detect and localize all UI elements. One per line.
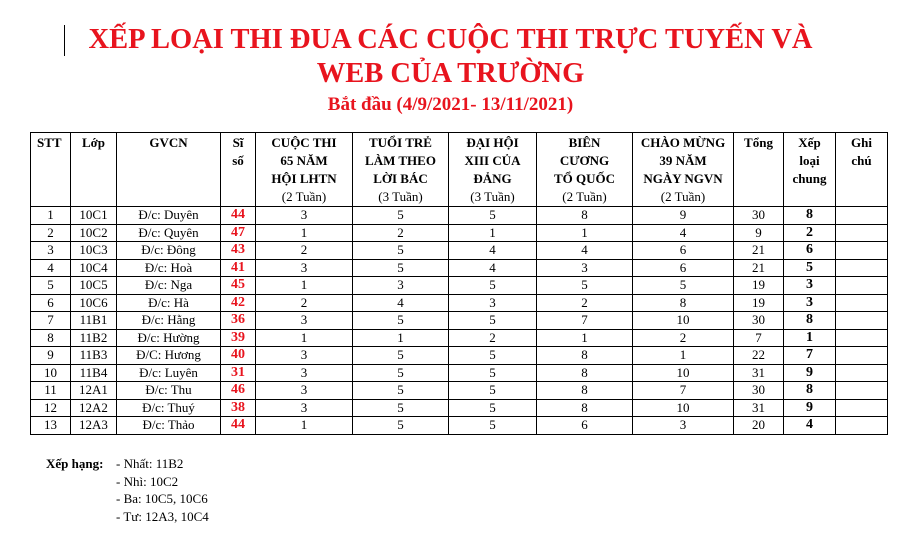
cell-lop: 10C3	[71, 242, 117, 260]
cell-tong: 21	[734, 259, 784, 277]
cell-tong: 31	[734, 364, 784, 382]
cell-xep-loai: 8	[784, 207, 836, 225]
table-header-row	[31, 133, 888, 207]
cell-stt: 2	[31, 224, 71, 242]
cell-gvcn: Đ/c: Hường	[117, 329, 221, 347]
cell-tong: 19	[734, 294, 784, 312]
cell-stt: 5	[31, 277, 71, 295]
cell-xep-loai: 5	[784, 259, 836, 277]
cell-gvcn: Đ/c: Duyên	[117, 207, 221, 225]
cell-score-dai-hoi: 5	[449, 277, 537, 295]
cell-siso: 47	[221, 224, 256, 242]
cell-ghi-chu	[836, 242, 888, 260]
cell-lop: 10C4	[71, 259, 117, 277]
cell-ghi-chu	[836, 259, 888, 277]
cell-score-bien-cuong: 8	[537, 347, 633, 365]
cell-tong: 31	[734, 399, 784, 417]
cell-stt: 8	[31, 329, 71, 347]
cell-xep-loai: 3	[784, 277, 836, 295]
header-contest-65-nam: CUỘC THI 65 NĂM HỘI LHTN (2 Tuần)	[256, 133, 353, 207]
table-row	[31, 207, 888, 225]
cell-score-dai-hoi: 5	[449, 312, 537, 330]
cell-score-tuoi-tre: 4	[353, 294, 449, 312]
cell-siso: 41	[221, 259, 256, 277]
cell-xep-loai: 8	[784, 382, 836, 400]
cell-score-tuoi-tre: 5	[353, 417, 449, 435]
cell-ghi-chu	[836, 417, 888, 435]
header-ghi-chu: Ghi chú	[836, 133, 888, 207]
cell-tong: 9	[734, 224, 784, 242]
cell-ghi-chu	[836, 294, 888, 312]
cell-lop: 11B3	[71, 347, 117, 365]
cell-score-65-nam: 3	[256, 399, 353, 417]
cell-ghi-chu	[836, 224, 888, 242]
cell-stt: 3	[31, 242, 71, 260]
cell-score-tuoi-tre: 5	[353, 312, 449, 330]
cell-lop: 10C6	[71, 294, 117, 312]
cell-score-chao-mung: 2	[633, 329, 734, 347]
cell-lop: 11B2	[71, 329, 117, 347]
cell-gvcn: Đ/c: Hằng	[117, 312, 221, 330]
cell-tong: 30	[734, 312, 784, 330]
header-contest-tuoi-tre: TUỔI TRẺ LÀM THEO LỜI BÁC (3 Tuần)	[353, 133, 449, 207]
cell-score-chao-mung: 4	[633, 224, 734, 242]
cell-score-65-nam: 2	[256, 242, 353, 260]
cell-score-bien-cuong: 1	[537, 224, 633, 242]
cell-score-chao-mung: 9	[633, 207, 734, 225]
cell-score-tuoi-tre: 5	[353, 207, 449, 225]
cell-score-dai-hoi: 5	[449, 347, 537, 365]
cell-ghi-chu	[836, 329, 888, 347]
cell-score-tuoi-tre: 5	[353, 347, 449, 365]
cell-score-65-nam: 3	[256, 347, 353, 365]
cell-xep-loai: 1	[784, 329, 836, 347]
header-contest-bien-cuong: BIÊN CƯƠNG TỔ QUỐC (2 Tuần)	[537, 133, 633, 207]
cell-score-tuoi-tre: 5	[353, 242, 449, 260]
cell-stt: 12	[31, 399, 71, 417]
cell-siso: 45	[221, 277, 256, 295]
cell-score-65-nam: 3	[256, 312, 353, 330]
cell-score-65-nam: 1	[256, 417, 353, 435]
ranking-list	[116, 455, 209, 525]
cell-tong: 30	[734, 207, 784, 225]
document-title-line1: XẾP LOẠI THI ĐUA CÁC CUỘC THI TRỰC TUYẾN VÀ	[88, 24, 813, 55]
table-row	[31, 329, 888, 347]
cell-gvcn: Đ/c: Hà	[117, 294, 221, 312]
cell-score-dai-hoi: 5	[449, 207, 537, 225]
ranking-label: Xếp hạng:	[46, 456, 104, 471]
cell-score-65-nam: 3	[256, 207, 353, 225]
cell-siso: 39	[221, 329, 256, 347]
cell-score-chao-mung: 6	[633, 259, 734, 277]
ranking-item: - Nhất: 11B2	[116, 456, 184, 471]
cell-score-dai-hoi: 5	[449, 364, 537, 382]
cell-siso: 31	[221, 364, 256, 382]
cell-score-bien-cuong: 4	[537, 242, 633, 260]
document-title-line2: WEB CỦA TRƯỜNG	[316, 58, 585, 89]
table-row	[31, 259, 888, 277]
cell-xep-loai: 2	[784, 224, 836, 242]
cell-ghi-chu	[836, 207, 888, 225]
ranking-item: - Tư: 12A3, 10C4	[116, 508, 209, 524]
cell-gvcn: Đ/c: Thảo	[117, 417, 221, 435]
cell-score-65-nam: 2	[256, 294, 353, 312]
cell-lop: 12A2	[71, 399, 117, 417]
cell-stt: 4	[31, 259, 71, 277]
cell-lop: 11B1	[71, 312, 117, 330]
cell-ghi-chu	[836, 382, 888, 400]
cell-score-bien-cuong: 8	[537, 364, 633, 382]
cell-score-tuoi-tre: 3	[353, 277, 449, 295]
cell-score-tuoi-tre: 5	[353, 364, 449, 382]
cell-lop: 12A1	[71, 382, 117, 400]
cell-score-dai-hoi: 4	[449, 259, 537, 277]
cell-gvcn: Đ/c: Thuý	[117, 399, 221, 417]
table-row	[31, 399, 888, 417]
cell-score-dai-hoi: 2	[449, 329, 537, 347]
cell-score-65-nam: 3	[256, 382, 353, 400]
cell-xep-loai: 9	[784, 364, 836, 382]
header-gvcn: GVCN	[117, 133, 221, 207]
cell-xep-loai: 4	[784, 417, 836, 435]
header-lop: Lớp	[71, 133, 117, 207]
cell-siso: 43	[221, 242, 256, 260]
cell-lop: 10C5	[71, 277, 117, 295]
cell-score-dai-hoi: 5	[449, 417, 537, 435]
cell-score-chao-mung: 10	[633, 364, 734, 382]
cell-score-tuoi-tre: 5	[353, 382, 449, 400]
table-row	[31, 312, 888, 330]
cell-score-bien-cuong: 8	[537, 399, 633, 417]
cell-score-bien-cuong: 2	[537, 294, 633, 312]
cell-stt: 1	[31, 207, 71, 225]
cell-score-dai-hoi: 3	[449, 294, 537, 312]
cell-score-bien-cuong: 5	[537, 277, 633, 295]
cell-score-chao-mung: 10	[633, 312, 734, 330]
cell-tong: 19	[734, 277, 784, 295]
cell-gvcn: Đ/c: Đông	[117, 242, 221, 260]
header-contest-chao-mung: CHÀO MỪNG 39 NĂM NGÀY NGVN (2 Tuần)	[633, 133, 734, 207]
header-siso: Sĩ số	[221, 133, 256, 207]
cell-score-65-nam: 3	[256, 364, 353, 382]
cell-score-chao-mung: 10	[633, 399, 734, 417]
table-row	[31, 382, 888, 400]
cell-xep-loai: 3	[784, 294, 836, 312]
table-row	[31, 224, 888, 242]
cell-stt: 13	[31, 417, 71, 435]
document-subtitle: Bắt đầu (4/9/2021- 13/11/2021)	[327, 94, 574, 115]
cell-ghi-chu	[836, 277, 888, 295]
cell-lop: 10C1	[71, 207, 117, 225]
cell-score-bien-cuong: 1	[537, 329, 633, 347]
cell-siso: 44	[221, 207, 256, 225]
cell-xep-loai: 9	[784, 399, 836, 417]
table-row	[31, 364, 888, 382]
cell-gvcn: Đ/c: Thu	[117, 382, 221, 400]
cell-score-chao-mung: 8	[633, 294, 734, 312]
cell-score-tuoi-tre: 2	[353, 224, 449, 242]
cell-score-chao-mung: 1	[633, 347, 734, 365]
cell-siso: 42	[221, 294, 256, 312]
cell-score-chao-mung: 6	[633, 242, 734, 260]
cell-gvcn: Đ/c: Luyên	[117, 364, 221, 382]
cell-siso: 44	[221, 417, 256, 435]
table-row	[31, 242, 888, 260]
cell-score-65-nam: 3	[256, 259, 353, 277]
cell-score-tuoi-tre: 1	[353, 329, 449, 347]
cell-stt: 10	[31, 364, 71, 382]
ranking-table	[30, 132, 888, 435]
cell-lop: 12A3	[71, 417, 117, 435]
header-contest-dai-hoi: ĐẠI HỘI XIII CỦA ĐẢNG (3 Tuần)	[449, 133, 537, 207]
cell-score-chao-mung: 3	[633, 417, 734, 435]
cell-xep-loai: 8	[784, 312, 836, 330]
cell-score-dai-hoi: 4	[449, 242, 537, 260]
ranking-item: - Nhì: 10C2	[116, 473, 179, 489]
cell-score-dai-hoi: 5	[449, 399, 537, 417]
cell-stt: 11	[31, 382, 71, 400]
cell-ghi-chu	[836, 399, 888, 417]
cell-siso: 38	[221, 399, 256, 417]
cell-siso: 36	[221, 312, 256, 330]
cell-lop: 11B4	[71, 364, 117, 382]
cell-stt: 7	[31, 312, 71, 330]
cell-stt: 9	[31, 347, 71, 365]
table-row	[31, 277, 888, 295]
cell-xep-loai: 7	[784, 347, 836, 365]
cell-gvcn: Đ/c: Hoà	[117, 259, 221, 277]
cell-tong: 7	[734, 329, 784, 347]
cell-gvcn: Đ/C: Hương	[117, 347, 221, 365]
cell-score-65-nam: 1	[256, 224, 353, 242]
cell-ghi-chu	[836, 347, 888, 365]
ranking-item: - Ba: 10C5, 10C6	[116, 491, 208, 506]
header-stt: STT	[31, 133, 71, 207]
cell-score-bien-cuong: 7	[537, 312, 633, 330]
cell-score-bien-cuong: 8	[537, 382, 633, 400]
cell-score-dai-hoi: 1	[449, 224, 537, 242]
cell-stt: 6	[31, 294, 71, 312]
header-tong: Tổng	[734, 133, 784, 207]
cell-score-bien-cuong: 6	[537, 417, 633, 435]
cell-ghi-chu	[836, 364, 888, 382]
cell-siso: 46	[221, 382, 256, 400]
cell-tong: 30	[734, 382, 784, 400]
cell-siso: 40	[221, 347, 256, 365]
cell-score-bien-cuong: 8	[537, 207, 633, 225]
table-row	[31, 347, 888, 365]
table-body	[31, 207, 888, 435]
cell-tong: 22	[734, 347, 784, 365]
cell-ghi-chu	[836, 312, 888, 330]
header-xep-loai: Xếp loại chung	[784, 133, 836, 207]
cell-gvcn: Đ/c: Quyên	[117, 224, 221, 242]
cell-score-bien-cuong: 3	[537, 259, 633, 277]
cell-score-tuoi-tre: 5	[353, 399, 449, 417]
table-row	[31, 294, 888, 312]
cell-xep-loai: 6	[784, 242, 836, 260]
cell-score-chao-mung: 5	[633, 277, 734, 295]
cell-gvcn: Đ/c: Nga	[117, 277, 221, 295]
cell-score-65-nam: 1	[256, 329, 353, 347]
cell-score-chao-mung: 7	[633, 382, 734, 400]
table-row	[31, 417, 888, 435]
cell-score-tuoi-tre: 5	[353, 259, 449, 277]
cell-tong: 20	[734, 417, 784, 435]
cell-tong: 21	[734, 242, 784, 260]
cell-lop: 10C2	[71, 224, 117, 242]
cell-score-dai-hoi: 5	[449, 382, 537, 400]
cell-score-65-nam: 1	[256, 277, 353, 295]
